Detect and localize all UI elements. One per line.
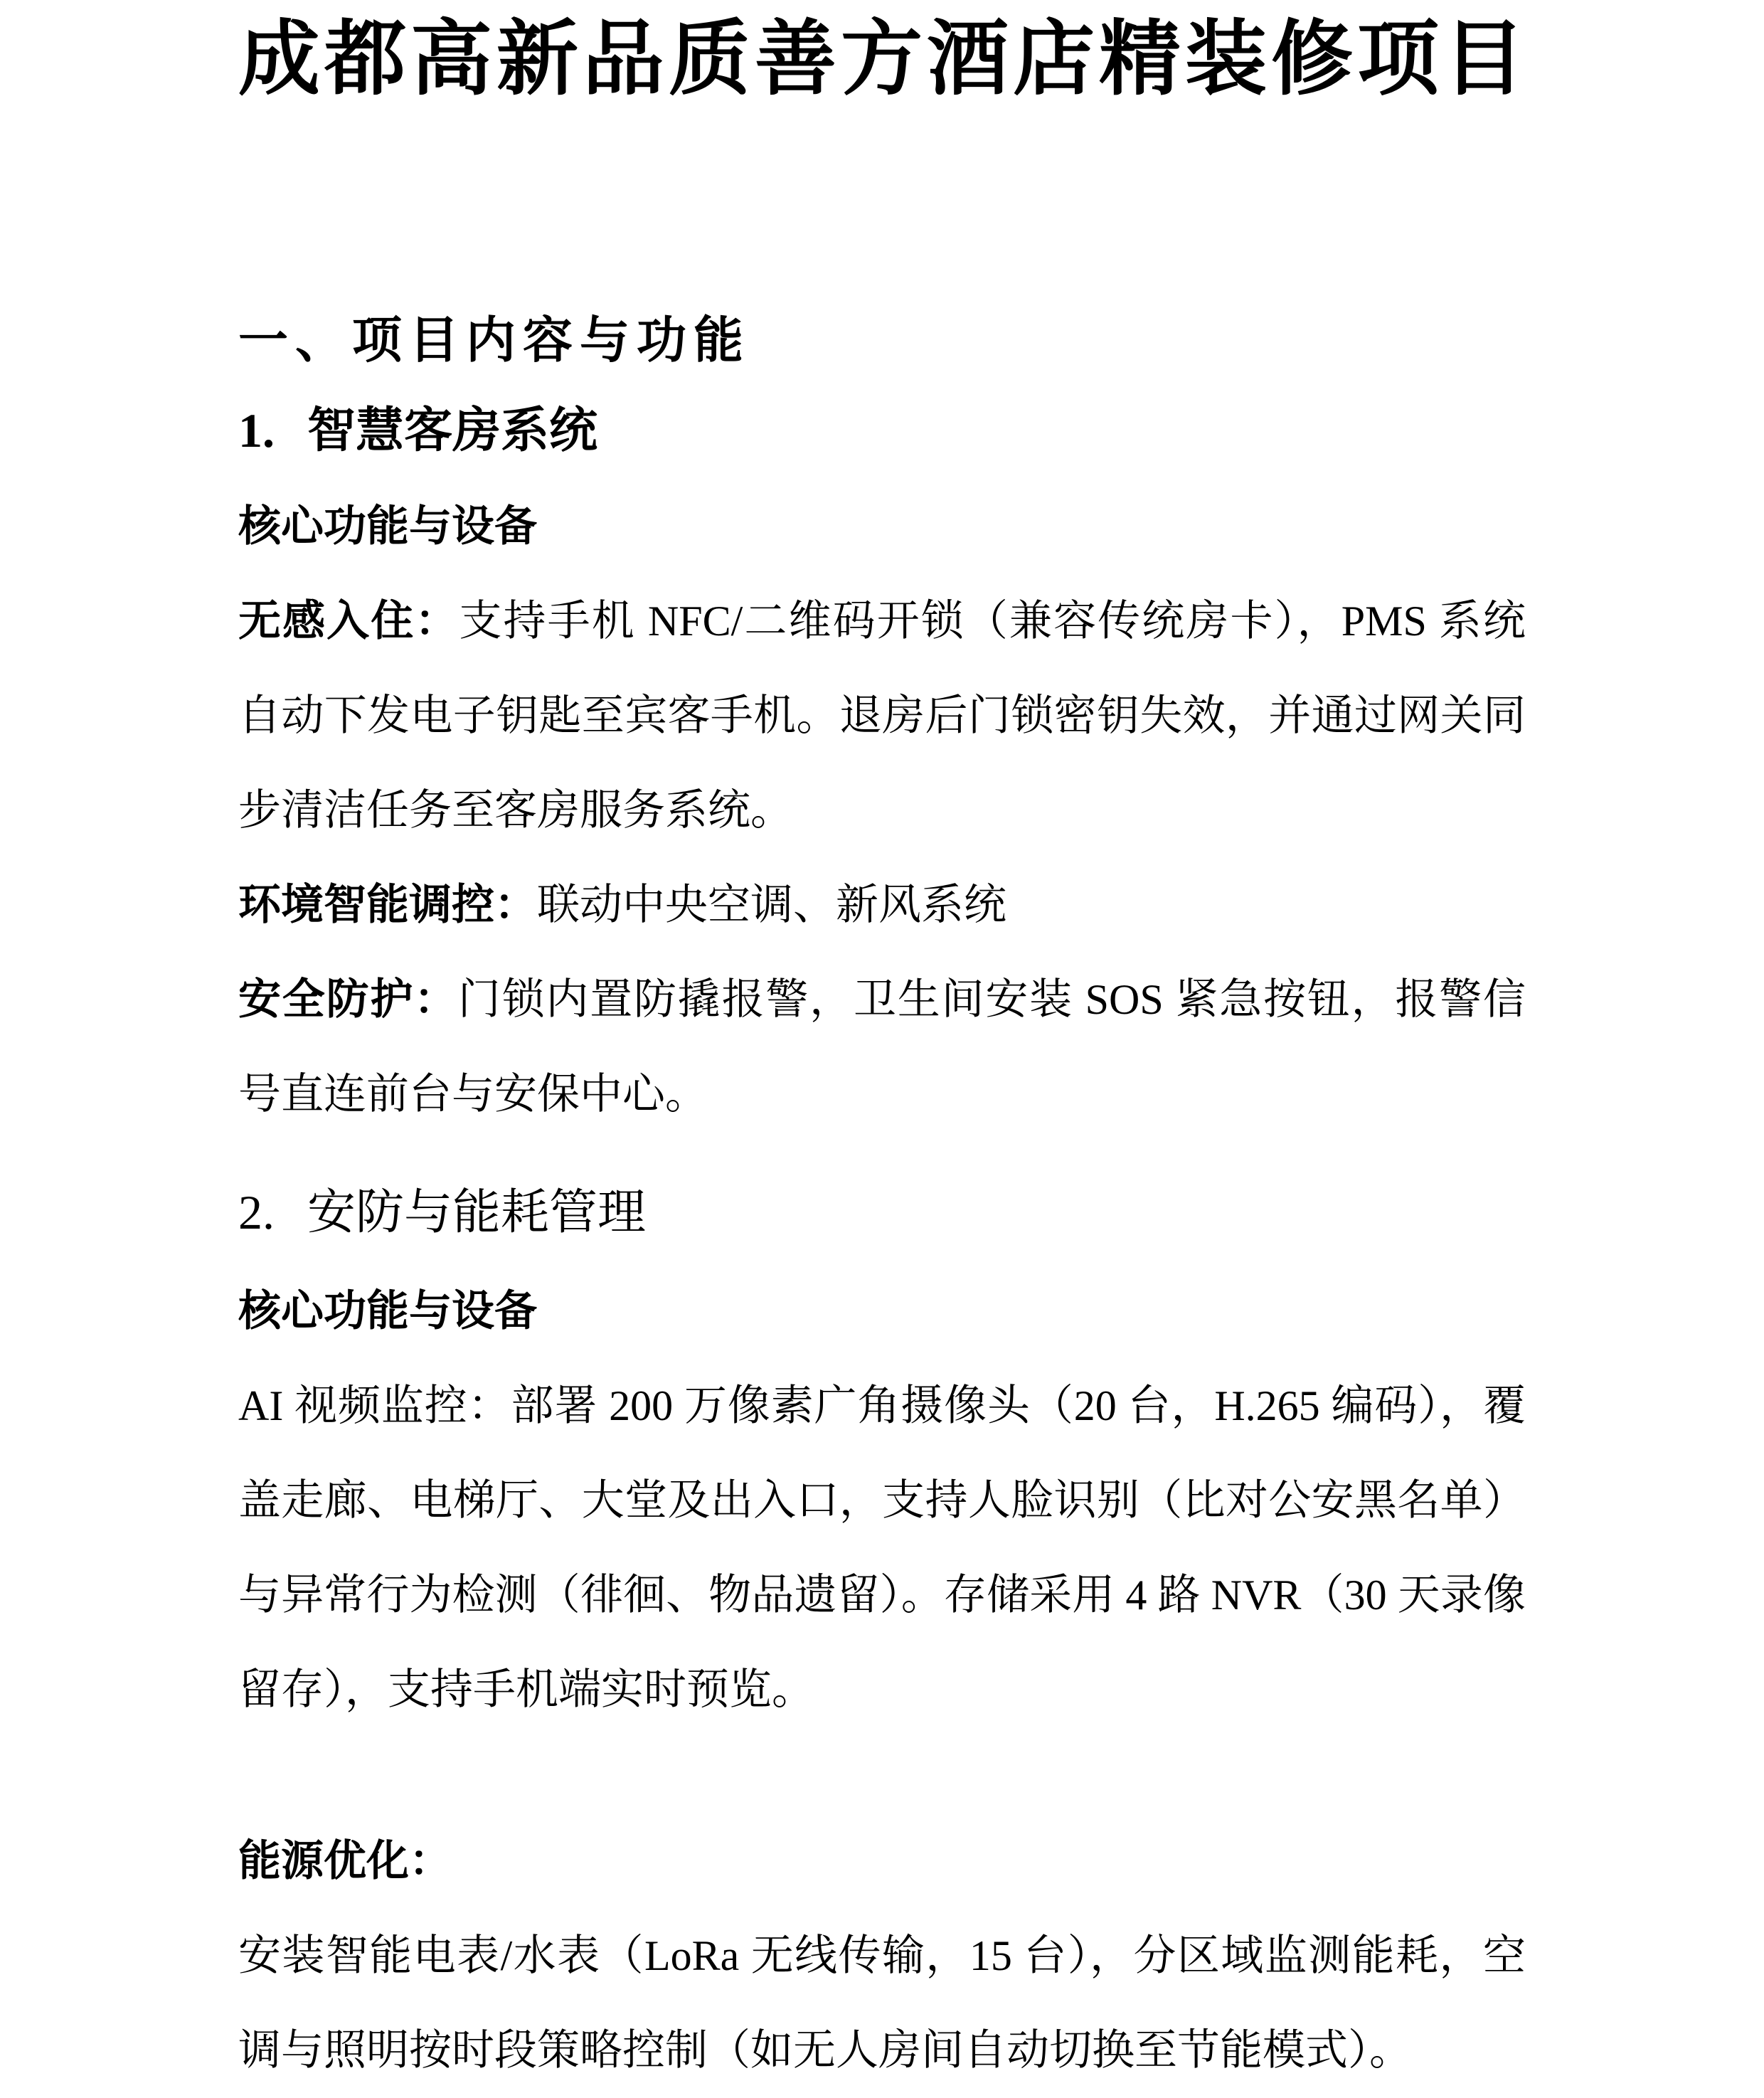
paragraph-environment-control-label: 环境智能调控： bbox=[238, 881, 537, 928]
paragraph-environment-control bbox=[238, 858, 1526, 953]
section-1-heading: 一、项目内容与功能 bbox=[238, 312, 750, 368]
subsection-1-heading bbox=[238, 398, 1526, 462]
paragraph-security-protection-label: 安全防护： bbox=[238, 976, 458, 1023]
subsection-1-number: 1. bbox=[238, 403, 275, 457]
paragraph-ai-surveillance bbox=[238, 1359, 1526, 1737]
paragraph-ai-surveillance-text: AI 视频监控：部署 200 万像素广角摄像头（20 台，H.265 编码），覆盖走廊、电梯厅、大堂及出入口，支持人脸识别（比对公安黑名单）与异常行为检测（徘徊、物品遗留）。存储采用 4 路 NVR（30 天录像留存），支持手机端实时预览。 bbox=[238, 1382, 1526, 1713]
core-functions-label-2: 核心功能与设备 bbox=[238, 1288, 537, 1335]
subsection-2-number: 2. bbox=[238, 1185, 275, 1239]
paragraph-security-protection bbox=[238, 953, 1526, 1142]
subsection-1-title: 智慧客房系统 bbox=[307, 403, 598, 457]
subsection-2-title: 安防与能耗管理 bbox=[307, 1185, 647, 1239]
document-title: 成都高新品质善方酒店精装修项目 bbox=[238, 14, 1530, 105]
paragraph-seamless-checkin bbox=[238, 574, 1526, 858]
paragraph-energy-optimization bbox=[238, 1909, 1526, 2098]
paragraph-security-protection-text: 门锁内置防撬报警，卫生间安装 SOS 紧急按钮，报警信号直连前台与安保中心。 bbox=[238, 976, 1526, 1118]
paragraph-environment-control-text: 联动中央空调、新风系统 bbox=[537, 881, 1006, 928]
paragraph-seamless-checkin-label: 无感入住： bbox=[238, 598, 459, 645]
paragraph-seamless-checkin-text: 支持手机 NFC/二维码开锁（兼容传统房卡），PMS 系统自动下发电子钥匙至宾客手机。退房后门锁密钥失效，并通过网关同步清洁任务至客房服务系统。 bbox=[238, 598, 1526, 834]
paragraph-energy-optimization-text: 安装智能电表/水表（LoRa 无线传输，15 台），分区域监测能耗，空调与照明按时段策略控制（如无人房间自动切换至节能模式）。 bbox=[238, 1932, 1526, 2074]
energy-optimization-label: 能源优化： bbox=[238, 1838, 452, 1885]
core-functions-label-1: 核心功能与设备 bbox=[238, 503, 537, 550]
subsection-2-heading bbox=[238, 1180, 1526, 1244]
